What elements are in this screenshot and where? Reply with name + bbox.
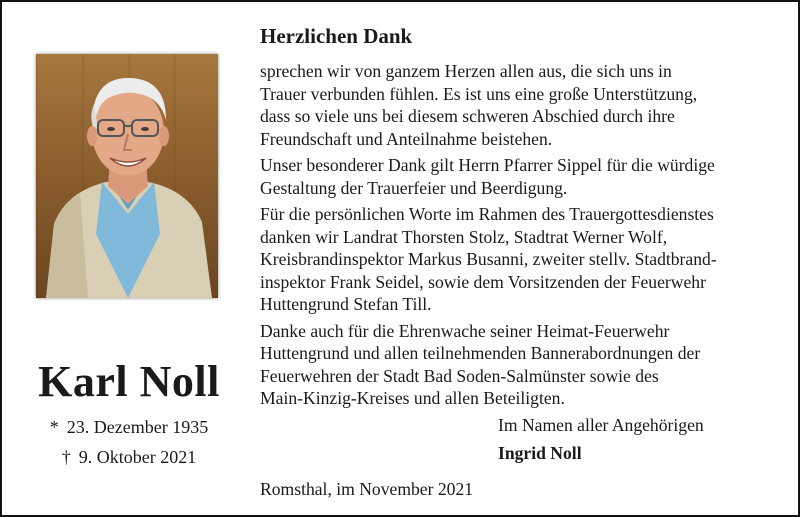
death-date-row [36, 442, 222, 472]
thank-you-heading: Herzlichen Dank [260, 24, 413, 48]
signature-name: Ingrid Noll [498, 443, 582, 463]
death-date: 9. Oktober 2021 [78, 447, 197, 467]
birth-date-row [36, 412, 222, 442]
place-and-date: Romsthal, im November 2021 [260, 479, 474, 499]
portrait-photo [36, 54, 218, 298]
star-icon: * [49, 417, 59, 437]
paragraph: Unser besonderer Dank gilt Herrn Pfarrer Sippel für die würdige Gestaltung der Trauerfeier und Beerdigung. [260, 155, 715, 198]
signature-line: Im Namen aller Angehörigen [498, 415, 704, 435]
deceased-name: Karl Noll [38, 357, 220, 406]
birth-date: 23. Dezember 1935 [66, 417, 209, 437]
thank-you-text [260, 24, 780, 414]
signature-block [498, 411, 704, 467]
paragraph: Danke auch für die Ehrenwache seiner Heimat-Feuerwehr Huttengrund und allen teilnehmenden Bannerabordnungen der Feuerwehren der Stadt Bad Soden-Salmünster sowie des Main-Kinzig-Kreises und allen Beteiligten. [260, 320, 701, 408]
portrait-illustration [36, 54, 218, 298]
paragraph: Für die persönlichen Worte im Rahmen des Trauergottesdienstes danken wir Landrat Thorsten Stolz, Stadtrat Werner Wolf, Kreisbrandinspektor Markus Busanni, zweiter stellv. Stadtbrand- inspektor Frank Seidel, sowie dem Vorsitzenden der Feuerwehr Huttengrund Stefan Till. [260, 204, 717, 314]
life-dates [36, 412, 222, 472]
paragraph: sprechen wir von ganzem Herzen allen aus, die sich uns in Trauer verbunden fühlen. Es ist uns eine große Unterstützung, dass so viele uns bei diesem schweren Abschied durch ihre Freundschaft und Anteilnahme beistehen. [260, 61, 698, 149]
cross-icon: † [61, 447, 71, 467]
